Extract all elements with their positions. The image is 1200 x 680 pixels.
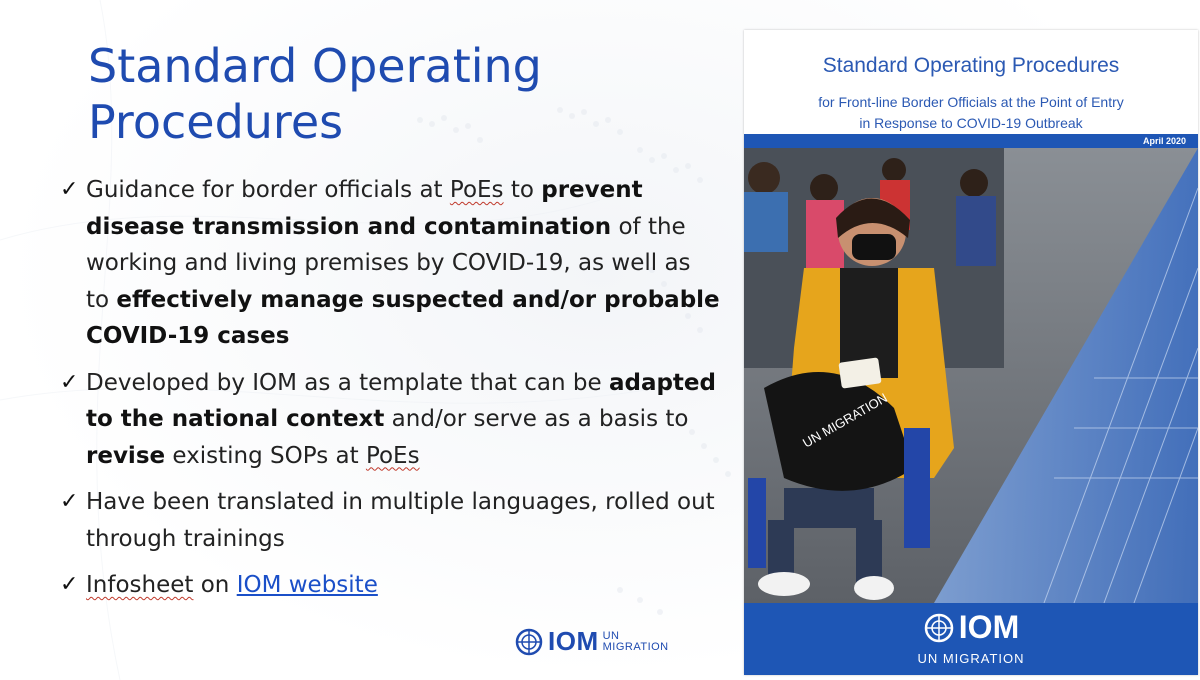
bullet-text-emphasis: revise [86, 442, 166, 469]
bullet-text-poes: PoEs [365, 442, 420, 469]
cover-iom-logo [744, 609, 1198, 666]
bullet-text-infosheet: Infosheet [86, 572, 194, 598]
bullet-developed [60, 365, 720, 475]
bullet-text: Have been translated in multiple languages, rolled out through trainings [86, 489, 715, 552]
un-emblem-icon [514, 627, 544, 657]
bullet-text-emphasis: effectively manage suspected and/or probable COVID-19 cases [86, 286, 720, 349]
cover-photo [744, 148, 1198, 603]
bullet-text: to [503, 177, 542, 203]
bag-text: UN MIGRATION [800, 390, 890, 451]
cover-logo-iom-text: IOM [958, 609, 1020, 645]
cover-footer [744, 603, 1198, 675]
checkmark-icon: ✓ [60, 369, 79, 395]
logo-un-text: UN [602, 629, 620, 642]
bullet-text-emphasis: prevent disease transmission and contamination [86, 177, 643, 240]
bullet-list [60, 172, 720, 614]
checkmark-icon: ✓ [60, 572, 79, 597]
checkmark-icon: ✓ [60, 177, 79, 202]
cover-logo-sub-text: UN MIGRATION [917, 650, 1025, 666]
logo-iom-text: IOM [548, 626, 599, 656]
sop-cover-image [744, 30, 1198, 675]
cover-date-bar [744, 134, 1198, 148]
bullet-translated [60, 484, 720, 557]
cover-date: April 2020 [1142, 136, 1186, 146]
bullet-text-emphasis: adapted to the national context [86, 369, 716, 432]
iom-website-link[interactable]: IOM website [236, 572, 378, 598]
un-emblem-icon [923, 612, 955, 644]
title-line-2: Procedures [88, 95, 344, 149]
cover-subtitle [744, 92, 1198, 134]
bullet-text: on [193, 572, 237, 598]
iom-logo [514, 626, 669, 657]
bullet-text: Guidance for border officials at [86, 177, 450, 203]
bullet-text-poes: PoEs [449, 177, 504, 203]
bullet-guidance [60, 172, 720, 355]
logo-migration-text: MIGRATION [602, 640, 669, 653]
cover-title: Standard Operating Procedures [822, 54, 1120, 77]
cover-subtitle-line-1: for Front-line Border Officials at the Point of Entry [818, 94, 1124, 110]
bullet-text: existing SOPs at [165, 442, 366, 469]
title-line-1: Standard Operating [88, 39, 542, 93]
bullet-text: and/or serve as a basis to [384, 406, 689, 432]
slide-title [88, 38, 648, 150]
checkmark-icon: ✓ [60, 489, 79, 514]
bullet-infosheet [60, 567, 720, 604]
bullet-text: Developed by IOM as a template that can be [86, 369, 609, 396]
cover-subtitle-line-2: in Response to COVID-19 Outbreak [859, 115, 1083, 131]
bullet-text: of the working and living premises by COVID-19, as well as to [86, 213, 691, 313]
